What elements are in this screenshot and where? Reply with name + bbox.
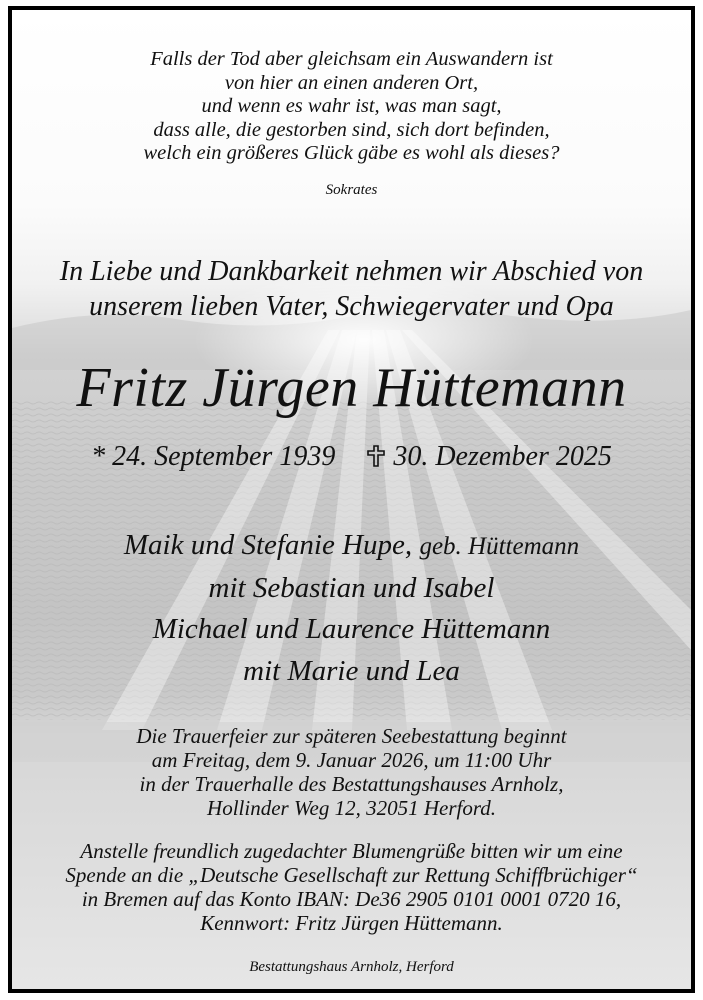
family-name-main: Maik und Stefanie Hupe, [123, 529, 413, 561]
poem-line: und wenn es wahr ist, was man sagt, [201, 95, 502, 117]
life-dates [12, 441, 691, 473]
service-line: Die Trauerfeier zur späteren Seebestattung beginnt [136, 724, 567, 748]
intro-line: In Liebe und Dankbarkeit nehmen wir Abschied von [59, 256, 644, 287]
cross-icon [367, 445, 385, 467]
family-line: Michael und Laurence Hüttemann [152, 613, 551, 645]
death-date: 30. Dezember 2025 [393, 441, 612, 472]
service-line: Hollinder Weg 12, 32051 Herford. [207, 796, 496, 820]
deceased-name: Fritz Jürgen Hüttemann [76, 357, 627, 419]
family-line: mit Sebastian und Isabel [208, 571, 495, 604]
poem-line: dass alle, die gestorben sind, sich dort befinden, [153, 118, 550, 141]
donation-line: in Bremen auf das Konto IBAN: De36 2905 0101 0001 0720 16, [81, 887, 622, 911]
funeral-service-info [12, 724, 691, 820]
service-line: am Freitag, dem 9. Januar 2026, um 11:00 Uhr [151, 748, 552, 772]
poem-author: Sokrates [325, 182, 378, 198]
family-line [12, 525, 691, 568]
farewell-intro [12, 254, 691, 324]
birth-date: * 24. September 1939 [91, 441, 336, 472]
family-line: mit Marie und Lea [243, 654, 460, 687]
donation-line: Anstelle freundlich zugedachter Blumengrüße bitten wir um eine [80, 839, 623, 863]
poem-line: Falls der Tod aber gleichsam ein Auswandern ist [150, 48, 553, 70]
poem-quote [12, 48, 691, 166]
intro-line: unserem lieben Vater, Schwiegervater und Opa [89, 291, 614, 322]
service-line: in der Trauerhalle des Bestattungshauses Arnholz, [139, 772, 564, 796]
donation-request [12, 839, 691, 935]
family-signatures [12, 525, 691, 692]
poem-line: von hier an einen anderen Ort, [224, 71, 479, 94]
donation-line: Kennwort: Fritz Jürgen Hüttemann. [200, 911, 503, 935]
obituary-frame [8, 6, 695, 993]
funeral-home-footer: Bestattungshaus Arnholz, Herford [249, 959, 454, 975]
poem-line: welch ein größeres Glück gäbe es wohl als dieses? [143, 142, 560, 164]
donation-line: Spende an die „Deutsche Gesellschaft zur Rettung Schiffbrüchiger“ [65, 863, 638, 887]
family-name-maiden: geb. Hüttemann [419, 533, 580, 560]
